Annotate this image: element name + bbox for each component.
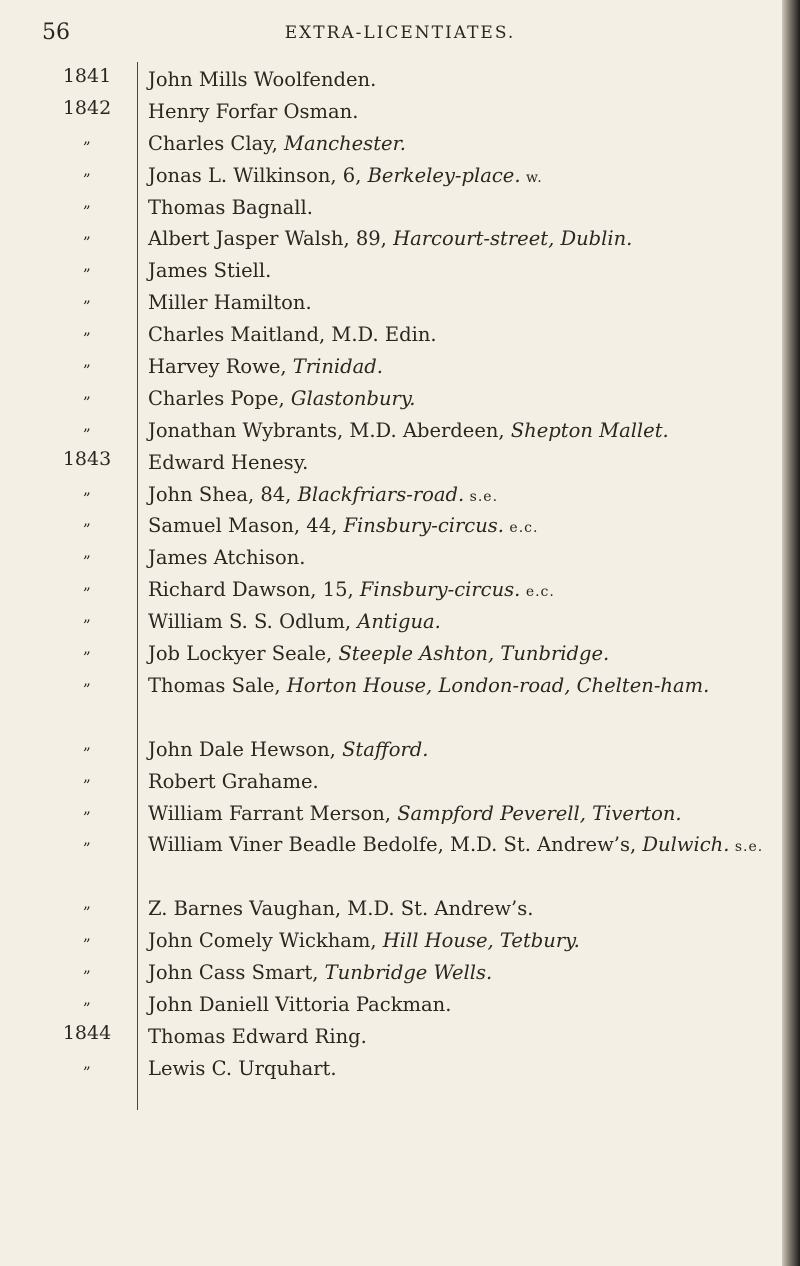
- entry-name: Charles Maitland, M.D. Edin.: [148, 323, 437, 347]
- entry-year: „: [83, 894, 91, 913]
- entry-year: „: [83, 639, 91, 658]
- entry-place: Antigua.: [357, 610, 441, 634]
- entry-year: „: [83, 383, 91, 402]
- entry-text: [148, 670, 778, 702]
- entry-place: Trinidad.: [292, 355, 383, 379]
- entry-name: John Cass Smart,: [148, 960, 325, 984]
- list-entry: [0, 190, 780, 222]
- entry-name: Richard Dawson, 15,: [148, 578, 360, 602]
- entry-place: Stafford.: [342, 737, 429, 761]
- entry-year: „: [83, 575, 91, 594]
- entry-place: Steeple Ashton, Tunbridge.: [338, 642, 610, 666]
- entry-text: [148, 1021, 778, 1053]
- entry-name: Z. Barnes Vaughan, M.D. St. Andrew’s.: [148, 897, 534, 921]
- page-edge-shadow: [782, 0, 800, 1266]
- entry-name: William Farrant Merson,: [148, 801, 398, 825]
- entry-text: [148, 415, 778, 447]
- entry-name: John Shea, 84,: [148, 482, 298, 506]
- list-entry: [0, 94, 780, 126]
- entry-name: Charles Pope,: [148, 386, 291, 410]
- entry-text: [148, 223, 778, 255]
- entry-name: Lewis C. Urquhart.: [148, 1056, 337, 1080]
- list-entry: [0, 764, 780, 796]
- list-entry: [0, 572, 780, 604]
- list-entry: [0, 636, 780, 668]
- entry-place: Glastonbury.: [290, 386, 416, 410]
- list-entry: [0, 253, 780, 285]
- page-number: 56: [42, 20, 70, 45]
- entry-text: [148, 128, 778, 160]
- entry-year: „: [83, 607, 91, 626]
- list-entry: [0, 158, 780, 190]
- entry-year: „: [83, 415, 91, 434]
- entry-place: Blackfriars-road.: [297, 482, 465, 506]
- list-entry: [0, 732, 780, 764]
- list-entry: [0, 349, 780, 381]
- entry-place: Berkeley-place.: [367, 163, 521, 187]
- entry-name: John Dale Hewson,: [148, 737, 343, 761]
- entry-year: „: [83, 256, 91, 275]
- entry-name: Job Lockyer Seale,: [148, 642, 339, 666]
- entry-text: [148, 766, 778, 798]
- entry-name: James Atchison.: [148, 546, 306, 570]
- entry-name: James Stiell.: [148, 259, 272, 283]
- entry-text: [148, 351, 778, 383]
- entry-year: „: [83, 320, 91, 339]
- entry-text: [148, 1053, 778, 1085]
- entry-name: Charles Clay,: [148, 131, 285, 155]
- entry-text: [148, 447, 778, 479]
- entry-name: Edward Henesy.: [148, 450, 309, 474]
- entry-text: [148, 638, 778, 670]
- entry-text: [148, 192, 778, 224]
- list-entry: [0, 62, 780, 94]
- entry-year: „: [83, 734, 91, 753]
- entry-name: John Mills Woolfenden.: [148, 68, 377, 91]
- entry-year: „: [83, 543, 91, 562]
- entry-name: Harvey Rowe,: [148, 355, 293, 379]
- list-entry: [0, 827, 780, 891]
- entry-year: „: [83, 192, 91, 211]
- entry-text: [148, 606, 778, 638]
- entry-year: „: [83, 830, 91, 849]
- entry-name: Thomas Bagnall.: [148, 195, 313, 219]
- list-entry: [0, 413, 780, 445]
- entry-year: 1843: [62, 447, 112, 470]
- entry-text: [148, 542, 778, 574]
- entry-place: Hill House, Tetbury.: [382, 929, 580, 953]
- entry-place: Harcourt-street, Dublin.: [393, 227, 633, 251]
- list-entry: [0, 477, 780, 509]
- entry-name: Jonathan Wybrants, M.D. Aberdeen,: [148, 418, 511, 442]
- entry-text: [148, 798, 778, 830]
- entry-name: Jonas L. Wilkinson, 6,: [148, 163, 368, 187]
- list-entry: [0, 891, 780, 923]
- list-entry: [0, 285, 780, 317]
- entry-place: Tunbridge Wells.: [324, 960, 493, 984]
- entry-place: Finsbury-circus.: [359, 578, 521, 602]
- entry-year: „: [83, 670, 91, 689]
- entry-text: [148, 989, 778, 1021]
- entry-year: „: [83, 766, 91, 785]
- entry-year: „: [83, 352, 91, 371]
- entry-text: [148, 893, 778, 925]
- entry-text: [148, 829, 778, 864]
- entry-place: Horton House, London-road, Chelten-ham.: [286, 673, 710, 697]
- entry-place: Finsbury-circus.: [343, 514, 504, 538]
- entry-year: „: [83, 288, 91, 307]
- entry-year: „: [83, 511, 91, 530]
- list-entry: [0, 221, 780, 253]
- list-entry: [0, 1019, 780, 1051]
- entry-year: „: [83, 160, 91, 179]
- entry-text: [148, 64, 778, 96]
- list-entry: [0, 540, 780, 572]
- list-entry: [0, 796, 780, 828]
- entry-year: „: [83, 479, 91, 498]
- entry-name: Albert Jasper Walsh, 89,: [148, 227, 394, 251]
- entry-year: „: [83, 224, 91, 243]
- entry-year: „: [83, 798, 91, 817]
- entry-text: [148, 957, 778, 989]
- entry-name: William Viner Beadle Bedolfe, M.D. St. Andrew’s,: [148, 833, 643, 857]
- entry-place: Dulwich.: [642, 833, 730, 857]
- entry-text: [148, 255, 778, 287]
- entry-place: Sampford Peverell, Tiverton.: [397, 801, 682, 825]
- entry-name: William S. S. Odlum,: [148, 610, 358, 634]
- entry-postal-district: e.c.: [503, 520, 539, 537]
- list-entry: [0, 1051, 780, 1083]
- list-entry: [0, 445, 780, 477]
- entry-postal-district: w.: [520, 169, 543, 186]
- entry-text: [148, 383, 778, 415]
- entry-text: [148, 319, 778, 351]
- entry-year: 1844: [62, 1021, 112, 1044]
- entry-year: „: [83, 957, 91, 976]
- entry-postal-district: s.e.: [729, 839, 764, 856]
- entry-text: [148, 287, 778, 319]
- page-header: [0, 20, 800, 60]
- list-entry: [0, 923, 780, 955]
- entry-name: Thomas Sale,: [148, 673, 287, 697]
- entry-name: Robert Grahame.: [148, 769, 319, 793]
- licentiate-list: [0, 62, 780, 1083]
- entry-postal-district: e.c.: [520, 584, 555, 601]
- entry-text: [148, 96, 778, 128]
- list-entry: [0, 987, 780, 1019]
- entry-name: John Daniell Vittoria Packman.: [148, 992, 452, 1016]
- entry-name: Miller Hamilton.: [148, 291, 312, 315]
- entry-year: „: [83, 926, 91, 945]
- entry-place: Shepton Mallet.: [510, 418, 669, 442]
- entry-text: [148, 734, 778, 766]
- entry-name: Samuel Mason, 44,: [148, 514, 344, 538]
- list-entry: [0, 668, 780, 732]
- list-entry: [0, 381, 780, 413]
- entry-place: Manchester.: [284, 131, 406, 155]
- entry-year: „: [83, 1053, 91, 1072]
- list-entry: [0, 317, 780, 349]
- entry-text: [148, 925, 778, 957]
- entry-name: Henry Forfar Osman.: [148, 99, 359, 123]
- list-entry: [0, 126, 780, 158]
- entry-year: 1842: [62, 96, 112, 119]
- entry-year: „: [83, 128, 91, 147]
- entry-name: Thomas Edward Ring.: [148, 1024, 367, 1048]
- entry-name: John Comely Wickham,: [148, 929, 383, 953]
- entry-year: „: [83, 989, 91, 1008]
- list-entry: [0, 955, 780, 987]
- running-title: EXTRA-LICENTIATES.: [284, 23, 516, 43]
- entry-postal-district: s.e.: [464, 488, 499, 505]
- list-entry: [0, 604, 780, 636]
- entry-year: 1841: [62, 65, 112, 87]
- list-entry: [0, 508, 780, 540]
